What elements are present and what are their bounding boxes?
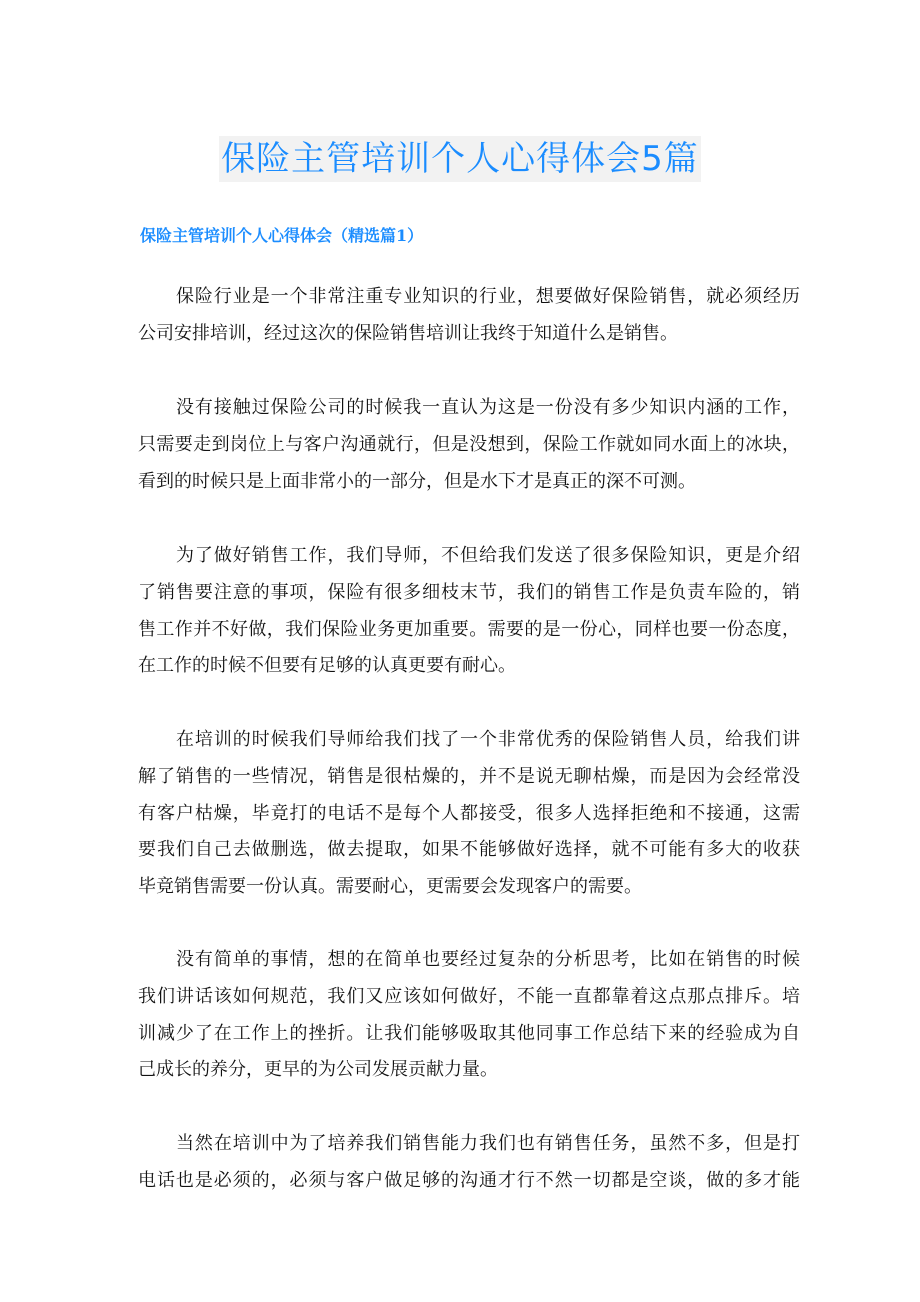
paragraph <box>138 1126 800 1200</box>
paragraph-line: 要我们自己去做删选，做去提取，如果不能够做好选择，就不可能有多大的收获 <box>138 839 800 861</box>
paragraph-line: 在培训的时候我们导师给我们找了一个非常优秀的保险销售人员，给我们讲 <box>176 729 800 750</box>
paragraph-line: 当然在培训中为了培养我们销售能力我们也有销售任务，虽然不多，但是打 <box>176 1133 800 1154</box>
paragraph-line: 训减少了在工作上的挫折。让我们能够吸取其他同事工作总结下来的经验成为自 <box>138 1022 800 1044</box>
paragraph-line: 为了做好销售工作，我们导师，不但给我们发送了很多保险知识，更是介绍 <box>176 545 800 566</box>
document-title-wrap <box>0 136 920 182</box>
paragraph <box>138 279 800 353</box>
paragraph <box>138 722 800 906</box>
paragraph-line: 看到的时候只是上面非常小的一部分，但是水下才是真正的深不可测。 <box>138 470 696 492</box>
paragraph-line: 了销售要注意的事项，保险有很多细枝末节，我们的销售工作是负责车险的，销 <box>138 581 800 603</box>
paragraph <box>138 538 800 685</box>
paragraph-line: 只需要走到岗位上与客户沟通就行，但是没想到，保险工作就如同水面上的冰块， <box>138 433 800 455</box>
paragraph-line: 电话也是必须的，必须与客户做足够的沟通才行不然一切都是空谈，做的多才能 <box>138 1169 800 1191</box>
paragraph <box>138 942 800 1089</box>
document-title: 保险主管培训个人心得体会5篇 <box>219 136 701 182</box>
paragraph-line: 我们讲话该如何规范，我们又应该如何做好，不能一直都靠着这点那点排斥。培 <box>138 985 800 1007</box>
paragraph-line: 售工作并不好做，我们保险业务更加重要。需要的是一份心，同样也要一份态度， <box>138 618 800 640</box>
paragraph <box>138 390 800 500</box>
paragraph-line: 公司安排培训，经过这次的保险销售培训让我终于知道什么是销售。 <box>138 322 678 344</box>
paragraph-line: 己成长的养分，更早的为公司发展贡献力量。 <box>138 1059 498 1081</box>
paragraph-line: 没有接触过保险公司的时候我一直认为这是一份没有多少知识内涵的工作， <box>176 397 800 418</box>
paragraph-line: 毕竟销售需要一份认真。需要耐心，更需要会发现客户的需要。 <box>138 876 642 898</box>
paragraph-line: 在工作的时候不但要有足够的认真更要有耐心。 <box>138 655 516 677</box>
section-heading: 保险主管培训个人心得体会（精选篇1） <box>140 226 424 245</box>
paragraph-line: 解了销售的一些情况，销售是很枯燥的，并不是说无聊枯燥，而是因为会经常没 <box>138 765 800 787</box>
paragraph-line: 没有简单的事情，想的在简单也要经过复杂的分析思考，比如在销售的时候 <box>176 949 800 970</box>
paragraph-line: 有客户枯燥，毕竟打的电话不是每个人都接受，很多人选择拒绝和不接通，这需 <box>138 802 800 824</box>
paragraph-line: 保险行业是一个非常注重专业知识的行业，想要做好保险销售，就必须经历 <box>176 286 800 307</box>
